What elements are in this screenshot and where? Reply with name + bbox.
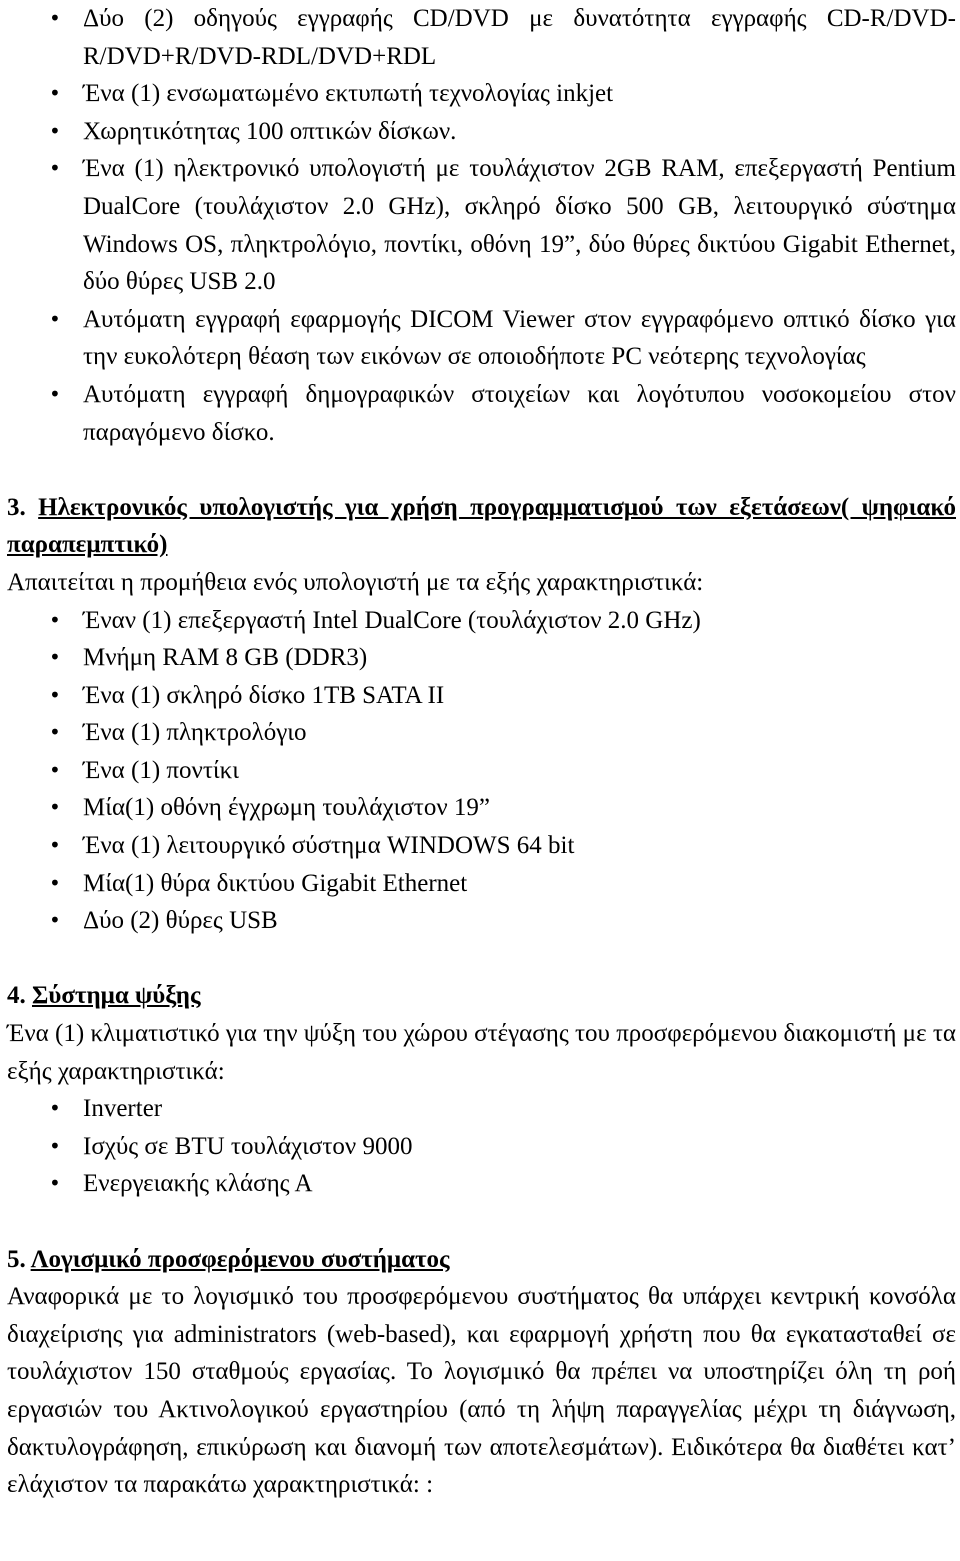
section-5-heading [7,1241,956,1279]
list-item: • Ένα (1) σκληρό δίσκο 1TB SATA II [7,677,956,715]
equipment-list [7,0,956,451]
list-item: • Μία(1) οθόνη έγχρωμη τουλάχιστον 19” [7,789,956,827]
list-item: • Ένα (1) ηλεκτρονικό υπολογιστή με τουλάχιστον 2GB RAM, επεξεργαστή Pentium DualCore (τουλάχιστον 2.0 GHz), σκληρό δίσκο 500 GB, λειτουργικό σύστημα Windows OS, πληκτρολόγιο, ποντίκι, οθόνη 19”, δύο θύρες δικτύου Gigabit Ethernet, δύο θύρες USB 2.0 [7,150,956,300]
list-item: • Αυτόματη εγγραφή εφαρμογής DICOM Viewer στον εγγραφόμενο οπτικό δίσκο για την ευκολότερη θέαση των εικόνων σε οποιοδήποτε PC νεότερης τεχνολογίας [7,301,956,376]
cooling-spec-list [7,1090,956,1203]
list-item: • Ενεργειακής κλάσης Α [7,1165,956,1203]
section-title: Λογισμικό προσφερόμενου συστήματος [30,1245,450,1273]
spacer [7,940,956,978]
section-title: Σύστημα ψύξης [32,982,201,1010]
list-item: • Ένα (1) πληκτρολόγιο [7,714,956,752]
list-item: • Ένα (1) ποντίκι [7,752,956,790]
list-item: • Ένα (1) ενσωματωμένο εκτυπωτή τεχνολογίας inkjet [7,75,956,113]
list-item: • Δύο (2) οδηγούς εγγραφής CD/DVD με δυνατότητα εγγραφής CD-R/DVD-R/DVD+R/DVD-RDL/DVD+RDL [7,0,956,75]
computer-spec-list [7,602,956,940]
list-item: • Έναν (1) επεξεργαστή Intel DualCore (τουλάχιστον 2.0 GHz) [7,602,956,640]
section-3-intro: Απαιτείται η προμήθεια ενός υπολογιστή με τα εξής χαρακτηριστικά: [7,568,704,596]
section-3-heading [7,489,956,564]
spacer [7,451,956,489]
section-number: 4. [7,982,26,1010]
section-4-heading [7,977,956,1015]
list-item: • Ένα (1) λειτουργικό σύστημα WINDOWS 64 bit [7,827,956,865]
section-4-intro: Ένα (1) κλιματιστικό για την ψύξη του χώρου στέγασης του προσφερόμενου διακομιστή με τα εξής χαρακτηριστικά: [7,1020,956,1085]
list-item: • Ισχύς σε BTU τουλάχιστον 9000 [7,1128,956,1166]
list-item: • Inverter [7,1090,956,1128]
spacer [7,1203,956,1241]
list-item: • Χωρητικότητας 100 οπτικών δίσκων. [7,113,956,151]
section-number: 5. [7,1245,26,1273]
section-5-body: Αναφορικά με το λογισμικό του προσφερόμενου συστήματος θα υπάρχει κεντρική κονσόλα διαχείρισης για administrators (web-based), και εφαρμογή χρήστη που θα εγκατασταθεί σε τουλάχιστον 150 σταθμούς εργασίας. Το λογισμικό θα πρέπει να υποστηρίζει όλη τη ροή εργασιών του Ακτινολογικού εργαστηρίου (από τη λήψη παραγγελίας μέχρι τη διάγνωση, δακτυλογράφηση, επικύρωση και διανομή των αποτελεσμάτων). Ειδικότερα θα διαθέτει κατ’ ελάχιστον τα παρακάτω χαρακτηριστικά: : [7,1283,956,1499]
list-item: • Μνήμη RAM 8 GB (DDR3) [7,639,956,677]
list-item: • Δύο (2) θύρες USB [7,902,956,940]
section-title: Ηλεκτρονικός υπολογιστής για χρήση προγραμματισμού των εξετάσεων( ψηφιακό παραπεμπτικό) [7,493,956,559]
section-number: 3. [7,493,26,521]
list-item: • Μία(1) θύρα δικτύου Gigabit Ethernet [7,865,956,903]
list-item: • Αυτόματη εγγραφή δημογραφικών στοιχείων και λογότυπου νοσοκομείου στον παραγόμενο δίσκο. [7,376,956,451]
